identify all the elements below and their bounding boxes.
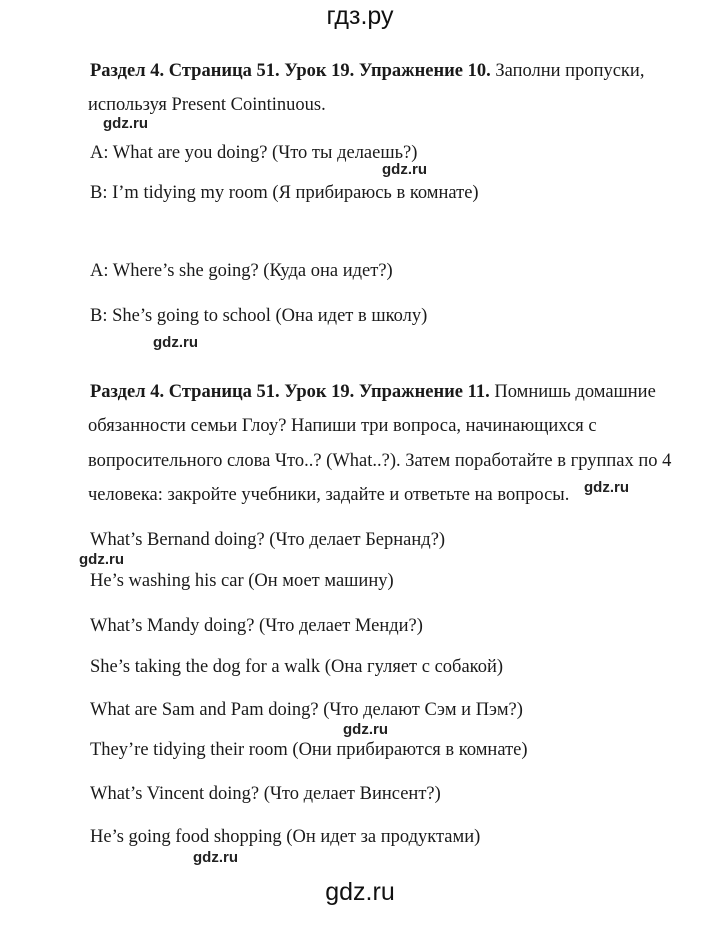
answer-line: What’s Mandy doing? (Что делает Менди?) (90, 616, 423, 636)
answer-line: What are Sam and Pam doing? (Что делают Сэм и Пэм?) (90, 700, 523, 720)
ex11-task-line4: человека: закройте учебники, задайте и ответьте на вопросы. (88, 485, 570, 505)
ex10-task-line2: используя Present Cointinuous. (88, 95, 326, 115)
watermark: gdz.ru (79, 551, 124, 568)
watermark: gdz.ru (343, 721, 388, 738)
watermark: gdz.ru (382, 161, 427, 178)
dialogue-line: A: Where’s she going? (Куда она идет?) (90, 261, 393, 281)
dialogue-line: A: What are you doing? (Что ты делаешь?) (90, 143, 418, 163)
answer-line: They’re tidying their room (Они прибираются в комнате) (90, 740, 528, 760)
answer-line: She’s taking the dog for a walk (Она гуляет с собакой) (90, 657, 504, 677)
answer-line: What’s Bernand doing? (Что делает Бернанд?) (90, 530, 446, 550)
ex10-heading: Раздел 4. Страница 51. Урок 19. Упражнение 10. (90, 61, 491, 81)
watermark: gdz.ru (153, 334, 198, 351)
answer-line: What’s Vincent doing? (Что делает Винсент?) (90, 784, 441, 804)
ex11-heading: Раздел 4. Страница 51. Урок 19. Упражнение 11. (90, 382, 490, 402)
dialogue-line: B: I’m tidying my room (Я прибираюсь в комнате) (90, 183, 479, 203)
answer-line: He’s washing his car (Он моет машину) (90, 571, 394, 591)
answer-line: He’s going food shopping (Он идет за продуктами) (90, 827, 481, 847)
ex10-task-line1: Заполни пропуски, (490, 61, 645, 81)
dialogue-line: B: She’s going to school (Она идет в школу) (90, 306, 428, 326)
watermark: gdz.ru (103, 115, 148, 132)
ex11-task-line1: Помнишь домашние (489, 382, 656, 402)
ex10-heading-line (90, 61, 644, 82)
ex11-heading-line (90, 382, 656, 403)
watermark: gdz.ru (584, 479, 629, 496)
site-footer: gdz.ru (325, 878, 395, 906)
ex11-task-line2: обязанности семьи Глоу? Напиши три вопроса, начинающихся с (88, 416, 597, 436)
watermark: gdz.ru (193, 849, 238, 866)
ex11-task-line3: вопросительного слова Что..? (What..?). Затем поработайте в группах по 4 (88, 451, 672, 471)
site-header: гдз.ру (326, 2, 394, 30)
